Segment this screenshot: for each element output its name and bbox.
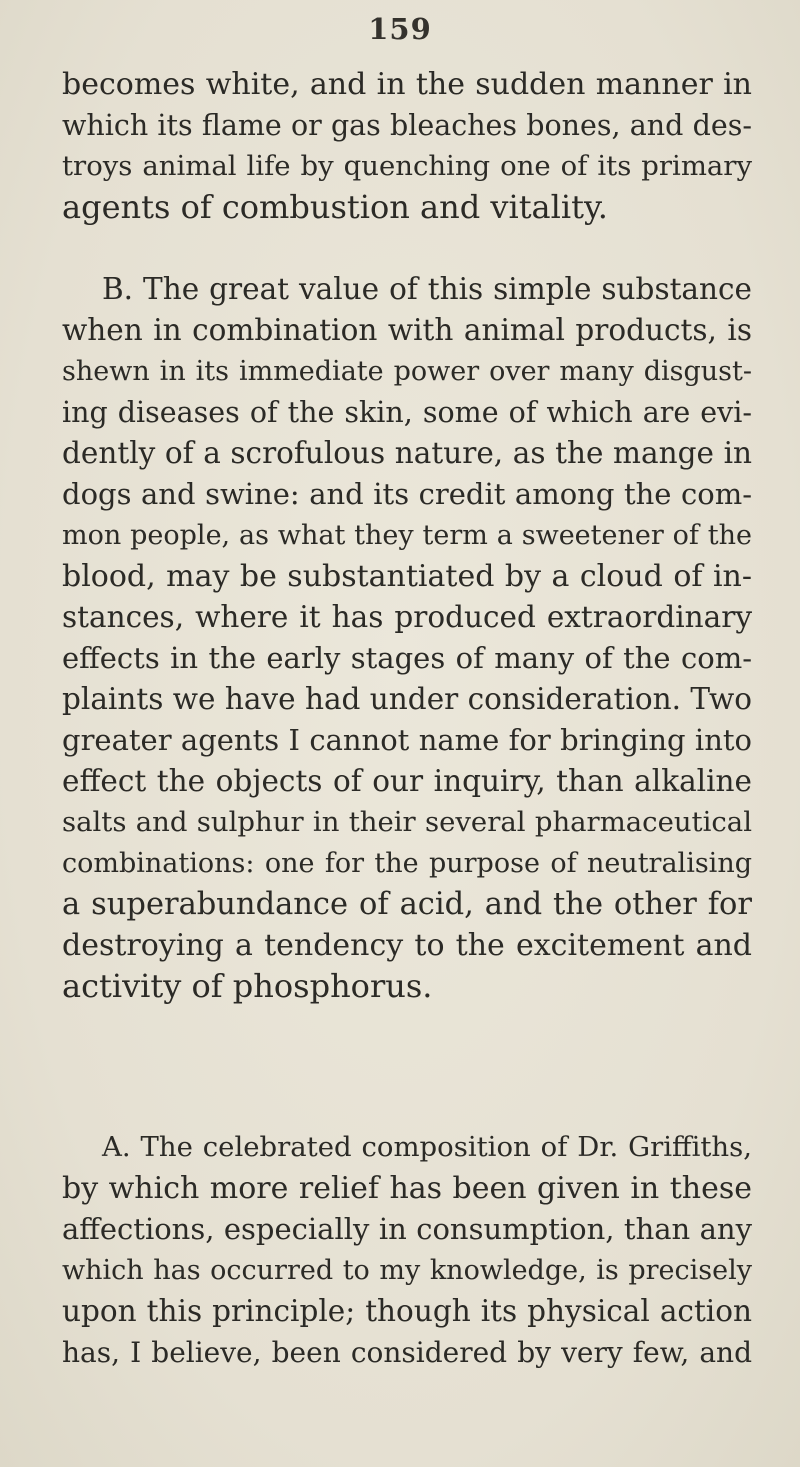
text-line: upon this principle; though its physical action — [62, 1294, 752, 1328]
text-line: by which more relief has been given in these — [62, 1171, 752, 1206]
text-line: which has occurred to my knowledge, is precisely — [62, 1255, 752, 1286]
text-line: mon people, as what they term a sweetener of the — [62, 520, 752, 551]
text-line: effect the objects of our inquiry, than alkaline — [62, 764, 752, 798]
text-line: when in combination with animal products, is — [62, 313, 752, 347]
text-line: which its flame or gas bleaches bones, and des- — [62, 109, 752, 142]
text-line: dently of a scrofulous nature, as the mange in — [62, 436, 752, 470]
text-line: blood, may be substantiated by a cloud of in- — [62, 559, 752, 594]
paragraph-2 — [62, 269, 752, 1007]
text-line: dogs and swine: and its credit among the com- — [62, 477, 752, 511]
paragraph-3 — [62, 1127, 752, 1373]
text-line: A. The celebrated composition of Dr. Griffiths, — [102, 1131, 752, 1163]
text-line: troys animal life by quenching one of its primary — [62, 150, 752, 182]
text-line: combinations: one for the purpose of neutralising — [62, 848, 752, 879]
text-line: plaints we have had under consideration. Two — [62, 682, 752, 716]
text-line: stances, where it has produced extraordinary — [62, 600, 752, 634]
page-number: 159 — [368, 12, 432, 46]
text-line: B. The great value of this simple substance — [102, 272, 752, 306]
text-line: affections, especially in consumption, than any — [62, 1212, 752, 1246]
text-line: a superabundance of acid, and the other for — [62, 887, 752, 922]
paragraph-1 — [62, 64, 752, 228]
text-line: shewn in its immediate power over many disgust- — [62, 356, 752, 387]
text-line: destroying a tendency to the excitement and — [62, 928, 752, 963]
text-line: effects in the early stages of many of the com- — [62, 641, 752, 675]
text-line: ing diseases of the skin, some of which are evi- — [62, 396, 752, 429]
text-line: salts and sulphur in their several pharmaceutical — [62, 806, 752, 838]
text-line: agents of combustion and vitality. — [62, 188, 608, 226]
text-line: greater agents I cannot name for bringing into — [62, 723, 752, 757]
text-line: has, I believe, been considered by very few, and — [62, 1336, 752, 1369]
text-line: becomes white, and in the sudden manner in — [62, 67, 752, 102]
text-line: activity of phosphorus. — [62, 967, 433, 1005]
